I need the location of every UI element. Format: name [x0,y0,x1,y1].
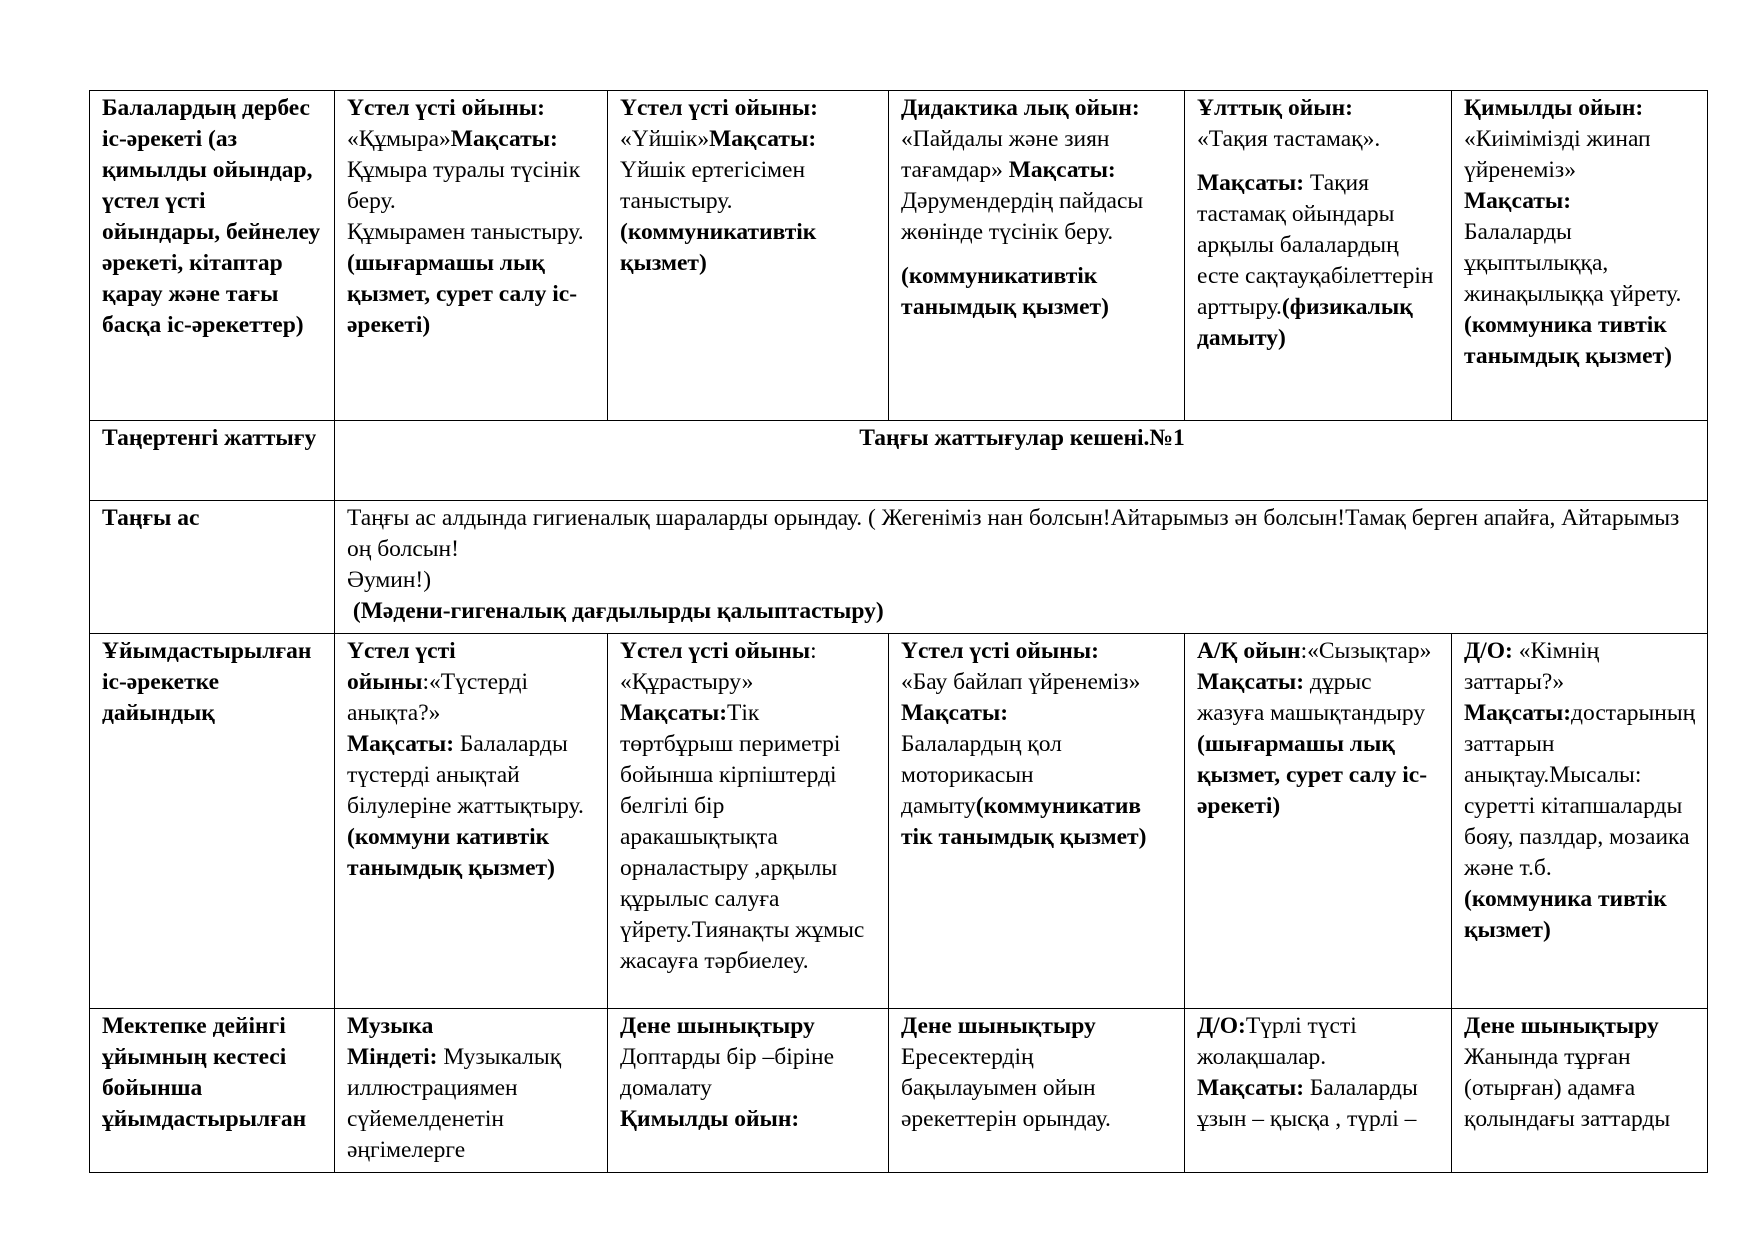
cell-r5-c4 [1185,1009,1452,1173]
row-preparation [90,634,1708,1009]
cell-r1-c3 [889,91,1185,421]
game-name: Түрлі түсті жолақшалар. [1197,1013,1357,1070]
cell-r4-c2 [608,634,889,1009]
goal-text: Балаларды ұзын – қысқа , түрлі – [1197,1075,1418,1132]
goal-text: Балалардың қол моторикасын дамыту [901,731,1062,819]
cell-title: Дене шынықтыру [1464,1013,1659,1039]
breakfast-text: Таңғы ас алдында гигиеналық шараларды орындау. ( Жегеніміз нан болсын!Айтарымыз ән болсын!Тамақ берген апайға, Айтарымыз оң болсын! [347,505,1680,562]
activity-tag: (коммуни кативтік танымдық қызмет) [347,824,555,881]
activity-tag: (коммуника тивтік танымдық қызмет) [1464,312,1672,369]
row-scheduled-activity [90,1009,1708,1173]
row-morning-exercise [90,421,1708,501]
game-name: : «Құрастыру» [620,638,817,695]
game-name: «Бау байлап үйренеміз» [901,669,1141,695]
cell-title: Үстел үсті ойыны [620,638,811,664]
activity-text: Ересектердің бақылауымен ойын әрекеттерін орындау. [901,1044,1111,1132]
cell-title: Үстел үсті ойыны: [620,95,818,121]
goal-label: Мақсаты: [1464,700,1572,726]
goal-text: Тік төртбұрыш периметрі бойынша кірпіштерді белгілі бір аракашықтықта орналастыру ,арқылы құрылыс салуға үйрету.Тиянақты жұмыс жасауға тәрбиелеу. [620,700,865,974]
cell-title: Дене шынықтыру [901,1013,1096,1039]
cell-r4-c4 [1185,634,1452,1009]
activity-tag: (коммуникативтік қызмет) [620,219,817,276]
activity-tag: (физикалық дамыту) [1197,294,1413,351]
cell-title: Дидактика лық ойын: [901,95,1140,121]
row-header-independent-activity: Балалардың дербес іс-әрекеті (аз қимылды ойындар, үстел үсті ойындары, бейнелеу әрекеті, кітаптар қарау және тағы басқа іс-әрекеттер) [90,91,335,421]
row-breakfast [90,501,1708,634]
row-header-scheduled-activity: Мектепке дейінгі ұйымның кестесі бойынша ұйымдастырылған [90,1009,335,1173]
cell-title: А/Қ ойын [1197,638,1301,664]
row-header-morning-exercise: Таңертенгі жаттығу [90,421,335,501]
goal-text: Дәрумендердің пайдасы жөнінде түсінік беру. [901,188,1144,245]
cell-title: Үстел үсті ойыны: [901,638,1099,664]
morning-exercise-content: Таңғы жаттығулар кешені.№1 [335,421,1708,501]
goal-label: Мақсаты: [1197,1075,1305,1101]
activity-tag: (шығармашы лық қызмет, сурет салу іс-әрекеті) [347,250,578,338]
game-name: :«Түстерді анықта?» [347,669,528,726]
goal-label: Мақсаты: [1008,157,1116,183]
goal-text: Балаларды түстерді анықтай білулеріне жаттықтыру. [347,731,584,819]
cell-r5-c2 [608,1009,889,1173]
goal-text: Балаларды ұқыптылыққа, жинақылыққа үйрету. [1464,219,1682,307]
cell-r1-c2 [608,91,889,421]
cell-title: Дене шынықтыру [620,1013,815,1039]
cell-r1-c4 [1185,91,1452,421]
goal-label: Мақсаты: [450,126,558,152]
goal-label: Мақсаты: [1464,188,1572,214]
cell-r4-c5 [1452,634,1708,1009]
goal-text: дұрыс жазуға машықтандыру [1197,669,1426,726]
breakfast-text-2: Әумин!) [347,567,432,593]
cell-r5-c5 [1452,1009,1708,1173]
goal-text: достарының заттарын анықтау.Мысалы: суретті кітапшаларды бояу, пазлдар, мозаика және т.б. [1464,700,1696,881]
cell-title: Д/О: [1464,638,1513,664]
activity-tag: (коммуника тивтік қызмет) [1464,886,1667,943]
cell-r4-c1 [335,634,608,1009]
game-name: :«Сызықтар» [1300,638,1432,664]
activity-tag: (коммуникативтік танымдық қызмет) [901,263,1109,320]
task-text: Музыкалық иллюстрациямен сүйемелденетін әңгімелерге [347,1044,562,1163]
goal-label: Мақсаты: [901,700,1009,726]
activity-tag: (коммуникатив тік танымдық қызмет) [901,793,1147,850]
goal-text: Құмыра туралы түсінік беру. [347,157,581,214]
row-header-preparation: Ұйымдастырылған іс-әрекетке дайындық [90,634,335,1009]
cell-title: Үстел үсті ойыны [347,638,456,695]
game-name: «Тақия тастамақ». [1197,126,1381,152]
goal-label: Мақсаты: [620,700,728,726]
goal-text-2: Құмырамен таныстыру. [347,219,584,245]
goal-label: Мақсаты: [347,731,455,757]
cell-title: Үстел үсті ойыны: [347,95,545,121]
cell-r4-c3 [889,634,1185,1009]
activity-tag: (Мәдени-гигеналық дағдылырды қалыптастыру) [352,598,884,624]
game-name: «Киімімізді жинап үйренеміз» [1464,126,1651,183]
breakfast-content [335,501,1708,634]
game-name: «Үйшік» [620,126,710,152]
activity-text: Доптарды бір –біріне домалату [620,1044,835,1101]
cell-r1-c5 [1452,91,1708,421]
cell-r5-c3 [889,1009,1185,1173]
sub-title: Қимылды ойын: [620,1106,800,1132]
plan-table [89,90,1708,1173]
game-name: «Пайдалы және зиян тағамдар» [901,126,1110,183]
activity-tag: (шығармашы лық қызмет, сурет салу іс-әрекеті) [1197,731,1428,819]
activity-text: Жанында тұрған (отырған) адамға қолындағы заттарды [1464,1044,1671,1132]
goal-text: Тақия тастамақ ойындары арқылы балалардың есте сақтауқабілеттерін арттыру. [1197,170,1434,320]
cell-title: Д/О: [1197,1013,1246,1039]
cell-title: Қимылды ойын: [1464,95,1644,121]
goal-label: Мақсаты: [709,126,817,152]
cell-title: Ұлттық ойын: [1197,95,1354,121]
cell-title: Музыка [347,1013,434,1039]
game-name: «Құмыра» [347,126,451,152]
cell-r1-c1 [335,91,608,421]
row-header-breakfast: Таңғы ас [90,501,335,634]
goal-label: Мақсаты: [1197,170,1305,196]
cell-r5-c1 [335,1009,608,1173]
game-name: «Кімнің заттары?» [1464,638,1600,695]
goal-label: Мақсаты: [1197,669,1305,695]
goal-text: Үйшік ертегісімен таныстыру. [620,157,806,214]
row-independent-activity [90,91,1708,421]
task-label: Міндеті: [347,1044,438,1070]
